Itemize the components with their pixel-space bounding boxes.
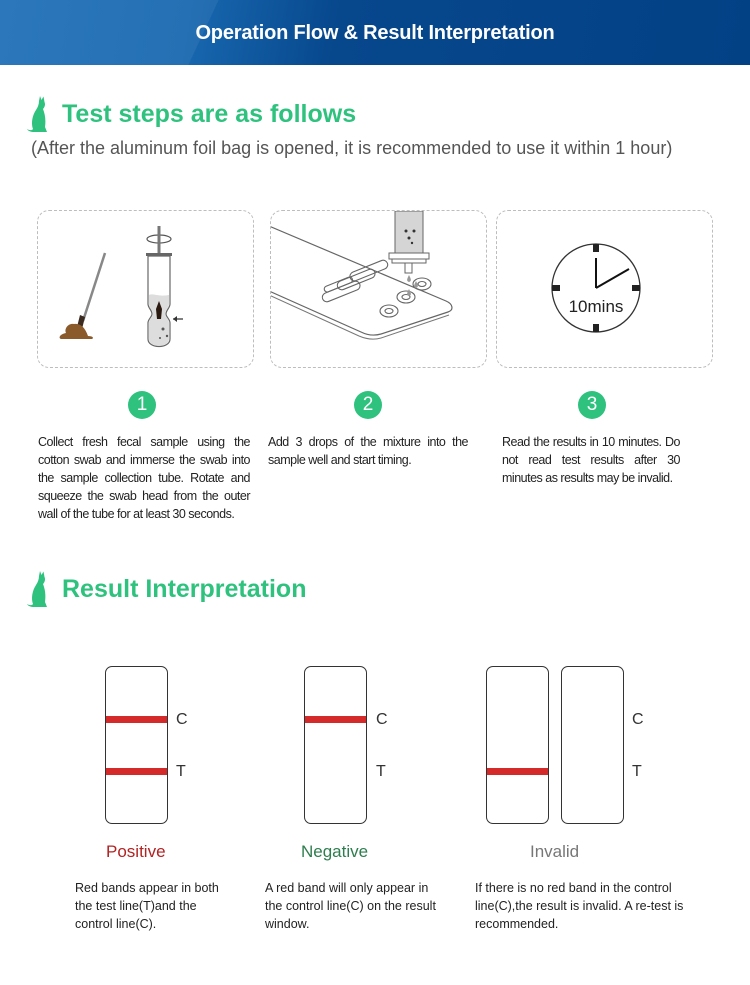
swab-icon: [60, 253, 105, 339]
step-3-number: 3: [578, 391, 606, 419]
control-line-label: C: [176, 711, 188, 728]
test-band: [487, 768, 548, 775]
collection-tube-icon: [146, 226, 183, 347]
step-2-text: Add 3 drops of the mixture into the sample well and start timing.: [268, 435, 468, 467]
positive-test-strip: [105, 666, 168, 824]
invalid-label: Invalid: [530, 842, 580, 861]
step-2-number: 2: [354, 391, 382, 419]
section-title: Result Interpretation: [62, 574, 307, 603]
header-banner: [0, 0, 750, 65]
cat-silhouette-icon: [26, 94, 50, 134]
step-3-illustration: [496, 210, 713, 368]
control-line-label: C: [632, 711, 644, 728]
control-line-label: C: [376, 711, 388, 728]
control-band: [106, 716, 167, 723]
clock-icon: [552, 244, 640, 332]
step-3-text: Read the results in 10 minutes. Do not read test results after 30 minutes as results may be invalid.: [502, 435, 680, 485]
invalid-description: If there is no red band in the control line(C),the result is invalid. A re-test is recommended.: [475, 881, 684, 931]
step-1-illustration: [37, 210, 254, 368]
test-line-label: T: [376, 763, 386, 780]
cat-silhouette-icon: [26, 569, 50, 609]
test-steps-heading: [26, 94, 356, 134]
page-title: Operation Flow & Result Interpretation: [195, 22, 555, 44]
invalid-test-strip-2: [561, 666, 624, 824]
step-1-text: Collect fresh fecal sample using the cotton swab and immerse the swab into the sample collection tube. Rotate and squeeze the swab head from the outer wall of the tube for at least 30 seconds.: [38, 435, 250, 521]
step-2-illustration: [270, 210, 487, 368]
section-title: Test steps are as follows: [62, 99, 357, 128]
positive-description: Red bands appear in both the test line(T)and the control line(C).: [75, 881, 219, 931]
usage-note: (After the aluminum foil bag is opened, it is recommended to use it within 1 hour): [31, 138, 673, 158]
test-card-icon: [271, 226, 452, 339]
test-line-label: T: [632, 763, 642, 780]
test-line-label: T: [176, 763, 186, 780]
invalid-test-strip-1: [486, 666, 549, 824]
negative-description: A red band will only appear in the control line(C) on the result window.: [265, 881, 436, 931]
clock-label: 10mins: [568, 297, 624, 316]
negative-test-strip: [304, 666, 367, 824]
positive-label: Positive: [106, 842, 166, 861]
test-band: [106, 768, 167, 775]
negative-label: Negative: [301, 842, 369, 861]
result-interpretation-heading: [26, 569, 306, 609]
control-band: [305, 716, 366, 723]
step-1-number: 1: [128, 391, 156, 419]
